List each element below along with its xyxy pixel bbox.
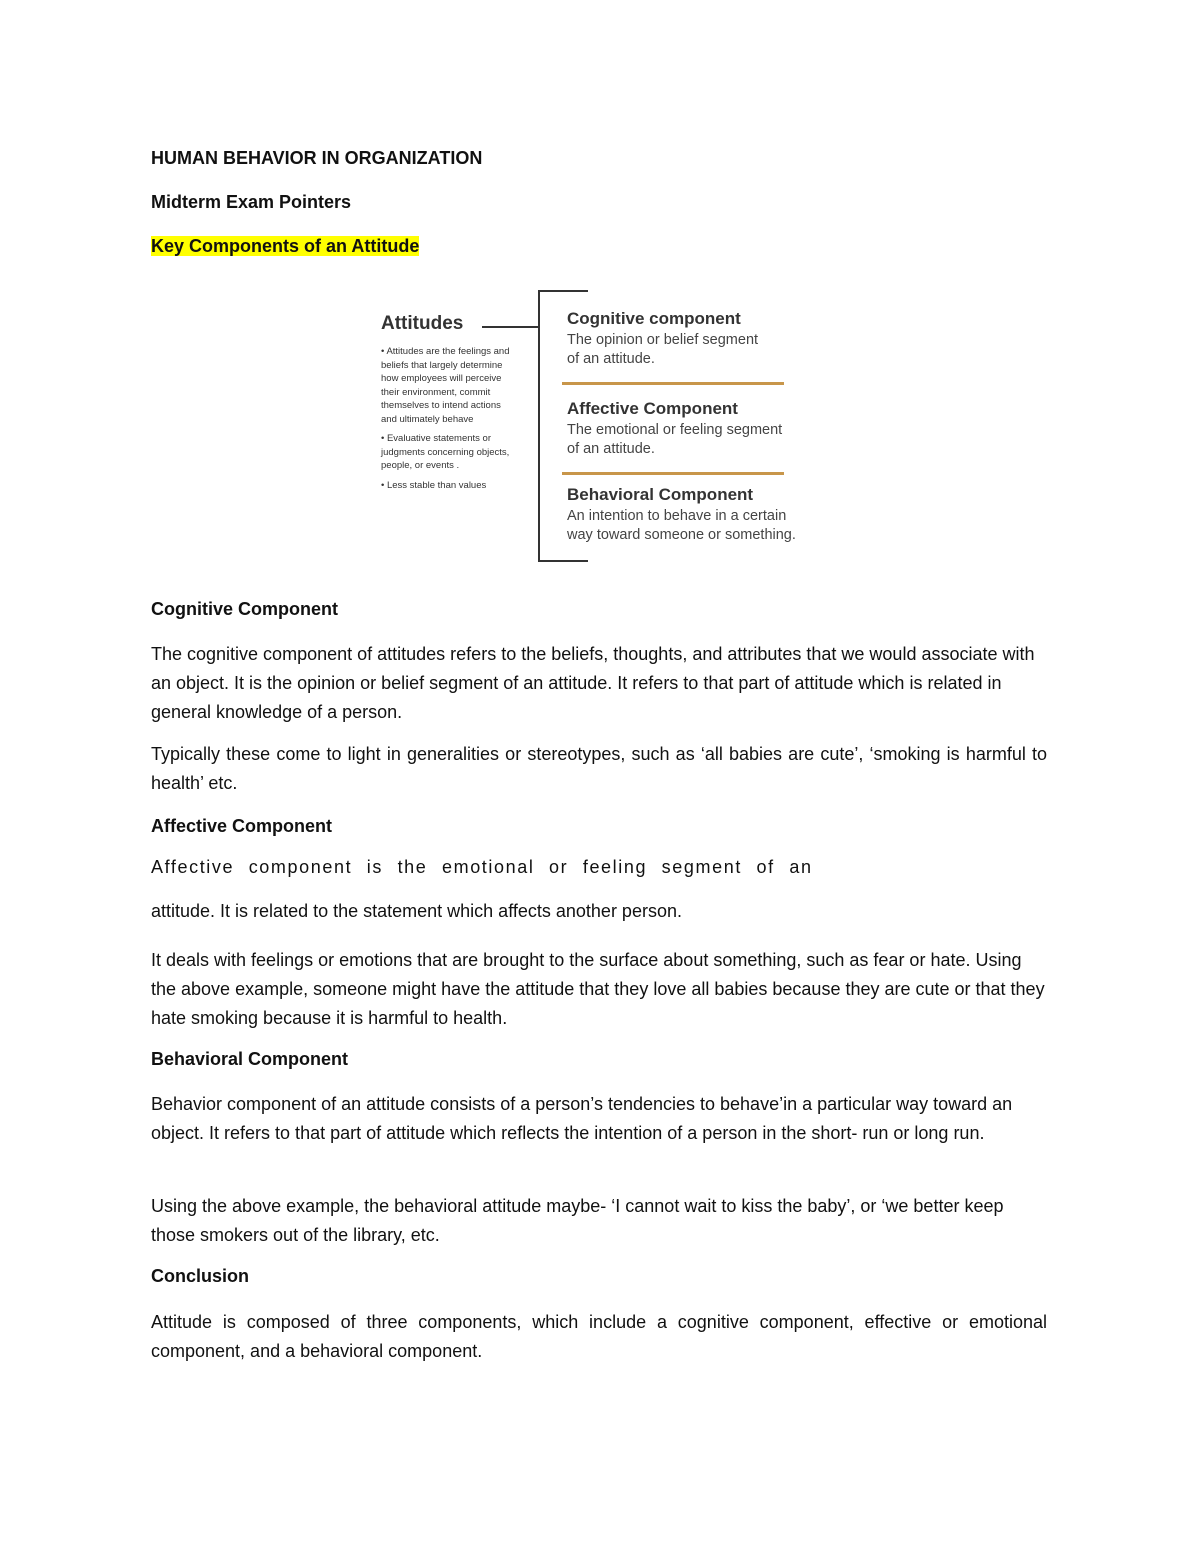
cognitive-paragraph-1: The cognitive component of attitudes refers to the beliefs, thoughts, and attributes that we would associate with an object. It is the opinion or belief segment of an attitude. It refers to that part of attitude which is related in general knowledge of a person. xyxy=(151,644,1035,722)
diagram-bullet: • Evaluative statements or judgments concerning objects, people, or events . xyxy=(381,433,510,471)
cognitive-paragraph-2: Typically these come to light in generalities or stereotypes, such as ‘all babies are cute’, ‘smoking is harmful to health’ etc. xyxy=(151,744,1047,793)
conclusion-heading: Conclusion xyxy=(151,1266,249,1286)
affective-paragraph-2: attitude. It is related to the statement which affects another person. xyxy=(151,901,682,921)
highlighted-text: Key Components of an Attitude xyxy=(151,236,420,256)
component-description: The opinion or belief segment of an attitude. xyxy=(567,332,759,367)
component-name: Cognitive component xyxy=(567,309,741,328)
diagram-component-behavioral xyxy=(567,485,827,545)
diagram-component-cognitive xyxy=(567,309,827,369)
diagram-title: Attitudes xyxy=(381,313,464,334)
affective-heading: Affective Component xyxy=(151,816,333,836)
key-components-heading xyxy=(151,236,419,257)
diagram-bullet: • Attitudes are the feelings and beliefs that largely determine how employees will perceive their environment, commit themselves to intend actions and ultimately behave xyxy=(381,346,510,425)
component-description: An intention to behave in a certain way toward someone or something. xyxy=(567,508,796,543)
diagram-bullet: • Less stable than values xyxy=(381,479,487,491)
component-name: Affective Component xyxy=(567,399,738,418)
document-title: HUMAN BEHAVIOR IN ORGANIZATION xyxy=(151,148,483,168)
diagram-separator xyxy=(562,382,784,385)
affective-paragraph-1: Affective component is the emotional or feeling segment of an xyxy=(151,857,813,877)
cognitive-heading: Cognitive Component xyxy=(151,599,338,619)
diagram-separator xyxy=(562,472,784,475)
behavioral-heading: Behavioral Component xyxy=(151,1049,349,1069)
diagram-connector-line xyxy=(482,326,538,328)
affective-paragraph-3: It deals with feelings or emotions that are brought to the surface about something, such as fear or hate. Using the above example, someone might have the attitude that they love all babies because they are cute or that they hate smoking because it is harmful to health. xyxy=(151,950,1045,1028)
behavioral-paragraph-1: Behavior component of an attitude consists of a person’s tendencies to behave’in a particular way toward an object. It refers to that part of attitude which reflects the intention of a person in the short- run or long run. xyxy=(151,1094,1013,1143)
behavioral-paragraph-2: Using the above example, the behavioral attitude maybe- ‘I cannot wait to kiss the baby’, or ‘we better keep those smokers out of the library, etc. xyxy=(151,1196,1004,1245)
component-description: The emotional or feeling segment of an attitude. xyxy=(567,422,783,457)
diagram-component-affective xyxy=(567,399,827,459)
document-subtitle: Midterm Exam Pointers xyxy=(151,192,352,212)
attitude-components-diagram xyxy=(370,285,830,570)
component-name: Behavioral Component xyxy=(567,485,754,504)
diagram-bullet-list xyxy=(381,345,516,498)
conclusion-paragraph: Attitude is composed of three components, which include a cognitive component, effective or emotional component, and a behavioral component. xyxy=(151,1312,1047,1361)
